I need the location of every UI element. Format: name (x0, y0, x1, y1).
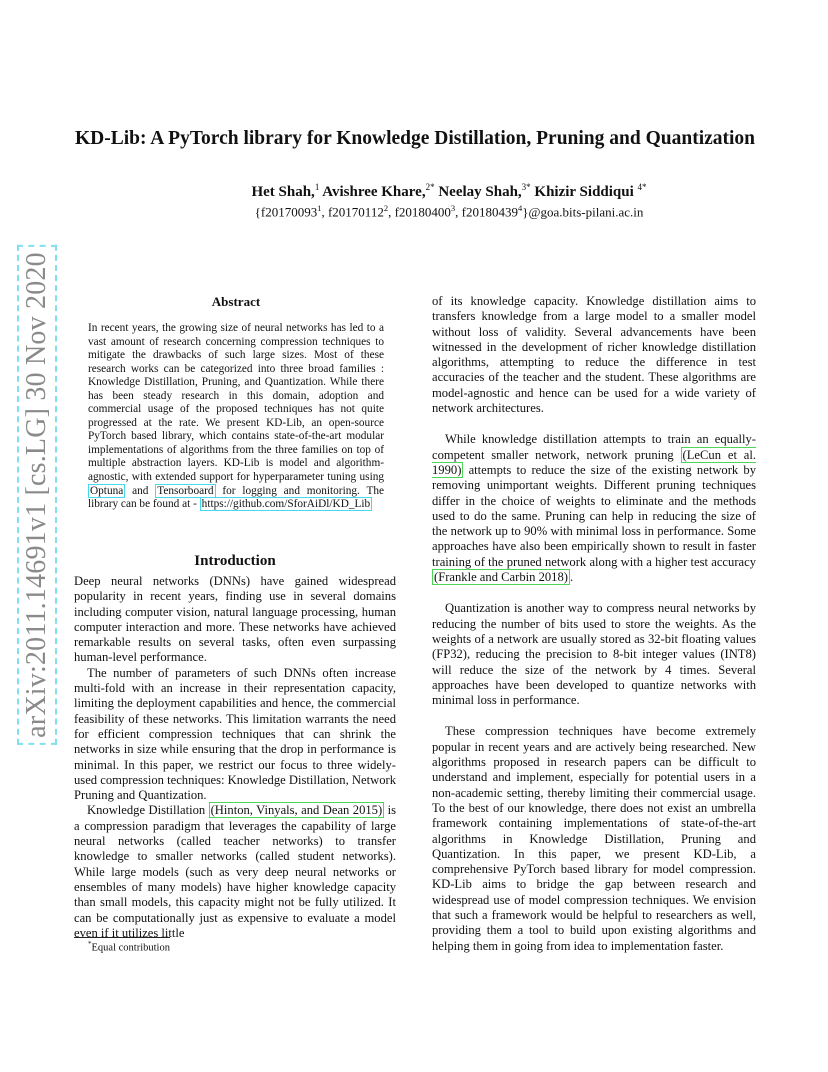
left-column (74, 574, 396, 941)
paragraph-text: While knowledge distillation attempts to train an equally-competent smaller network, network pruning (432, 432, 756, 462)
email-separator: , (321, 204, 328, 220)
email-id: f20170093 (260, 204, 318, 220)
author-list (60, 182, 828, 201)
abstract-heading: Abstract (211, 294, 261, 309)
abstract-body-cont: for logging and monitoring. The library can be found at - (88, 484, 385, 511)
abstract-body: In recent years, the growing size of neural networks has led to a vast amount of research concerning compression techniques to mitigate the drawbacks of such large sizes. Most of these research works can be categorized into three broad families : Knowledge Distillation, Pruning, and Quantization. While there has been steady research in this domain, adoption and commercial usage of the proposed techniques has not quite progressed at the rate. We present KD-Lib, an open-source PyTorch based library, which contains state-of-the-art modular implementations of algorithms from the three families on top of multiple abstraction layers. KD-Lib is model and algorithm-agnostic, with extended support for hyperparameter tuning using (88, 322, 384, 484)
email-separator: , (388, 204, 395, 220)
author-name: Neelay Shah, (438, 184, 522, 200)
citation-link-lecun[interactable]: (LeCun et al. 1990) (432, 447, 757, 477)
email-id: f20180400 (394, 204, 451, 220)
footnote (88, 940, 170, 954)
intro-paragraph: Deep neural networks (DNNs) have gained widespread popularity in recent years, finding use in several domains including computer vision, natural language processing, human computer interaction and more. These networks have achieved remarkable results on several tasks, often even surpassing human-level performance. (74, 574, 396, 665)
email-brace-open: { (254, 204, 261, 220)
paper-title: KD-Lib: A PyTorch library for Knowledge Distillation, Pruning and Quantization (74, 128, 756, 149)
paragraph-text: is a compression paradigm that leverages the capability of large neural networks (called teacher networks) to transfer knowledge to smaller networks (called student networks). While large models (such as very deep neural networks or ensembles of many models) have higher knowledge capacity than small models, this capacity might not be fully utilized. It can be computationally just as expensive to evaluate a model even if it utilizes little (74, 803, 396, 940)
email-domain: }@goa.bits-pilani.ac.in (522, 204, 644, 220)
author-emails (60, 203, 828, 220)
email-id-mark: 4 (518, 203, 523, 213)
author-name: Avishree Khare, (322, 184, 426, 200)
footnote-marker: * (88, 940, 92, 948)
footnote-text: Equal contribution (91, 942, 170, 954)
body-paragraph: of its knowledge capacity. Knowledge distillation aims to transfers knowledge from a large model to a smaller model without loss of validity. Several advancements have been witnessed in the development of richer knowledge distillation algorithms, attempting to reduce the difference in test accuracies of the teacher and the student. These algorithms are model-agnostic and hence can be used for a wide variety of network architectures. (432, 294, 756, 416)
author-name: Khizir Siddiqui (534, 184, 634, 200)
author-affiliation-mark: 1 (314, 182, 320, 192)
github-link[interactable]: https://github.com/SforAiDl/KD_Lib (201, 498, 371, 511)
paragraph-text: Knowledge Distillation (87, 803, 209, 818)
abstract-section (88, 294, 384, 512)
right-column (432, 294, 756, 970)
email-separator: , (455, 204, 462, 220)
author-name: Het Shah, (251, 184, 315, 200)
email-id: f20180439 (461, 204, 519, 220)
intro-paragraph (74, 803, 396, 941)
body-paragraph (432, 432, 756, 585)
abstract-text (88, 322, 384, 512)
email-id-mark: 3 (450, 203, 456, 213)
footnote-rule (74, 937, 170, 938)
author-affiliation-mark: 4* (637, 182, 647, 192)
paragraph-text: . (569, 570, 574, 585)
intro-paragraph: The number of parameters of such DNNs often increase multi-fold with an increase in their representation capacity, limiting the deployment capabilities and hence, the commercial feasibility of these networks. This limitation warrants the need for efficient compression techniques that can shrink the networks in size while ensuring that the drop in performance is minimal. In this paper, we restrict our focus to three widely-used compression techniques: Knowledge Distillation, Network Pruning and Quantization. (74, 665, 396, 803)
introduction-heading: Introduction (194, 553, 276, 569)
abstract-conjunction: and (125, 484, 156, 497)
citation-link-hinton[interactable]: (Hinton, Vinyals, and Dean 2015) (210, 803, 383, 818)
arxiv-sidebar (0, 0, 60, 1072)
body-paragraph: These compression techniques have become extremely popular in recent years and are actively being researched. New algorithms proposed in research papers can be difficult to understand and implement, especially for potential users in a non-academic setting, thereby limiting their commercial usage. To the best of our knowledge, there does not exist an umbrella framework containing implementations of state-of-the-art algorithms in Knowledge Distillation, Pruning and Quantization. In this paper, we present KD-Lib, a comprehensive PyTorch based library for model compression. KD-Lib aims to bridge the gap between research and widespread use of model compression techniques. We envision that such a framework would be helpful to researchers as well, providing them a tool to build upon existing algorithms and helping them in going from idea to implementation faster. (432, 724, 756, 953)
citation-link-frankle[interactable]: (Frankle and Carbin 2018) (434, 570, 568, 585)
paragraph-text: attempts to reduce the size of the existing network by removing unimportant weights. Different pruning techniques differ in the choice of weights to eliminate and the methods used to do the same. Pruning can help in reducing the size of the network up to 90% with minimal loss in performance. Some approaches have also been empirically shown to result in faster training of the pruned network along with a higher test accuracy (432, 462, 756, 569)
tensorboard-link[interactable]: Tensorboard (157, 484, 214, 497)
optuna-link[interactable]: Optuna (90, 484, 124, 497)
body-paragraph: Quantization is another way to compress neural networks by reducing the number of bits used to store the weights. As the weights of a network are usually stored as 32-bit floating values (FP32), reducing the precision to 8-bit integer values (INT8) will reduce the size of the network by 4 times. Several approaches have been developed to quantize networks with minimal loss in performance. (432, 601, 756, 708)
arxiv-identifier[interactable]: arXiv:2011.14691v1 [cs.LG] 30 Nov 2020 (17, 245, 57, 745)
author-affiliation-mark: 2* (425, 182, 435, 192)
author-affiliation-mark: 3* (521, 182, 531, 192)
email-id: f20170112 (327, 204, 384, 220)
email-id-mark: 2 (383, 203, 389, 213)
email-id-mark: 1 (317, 203, 322, 213)
